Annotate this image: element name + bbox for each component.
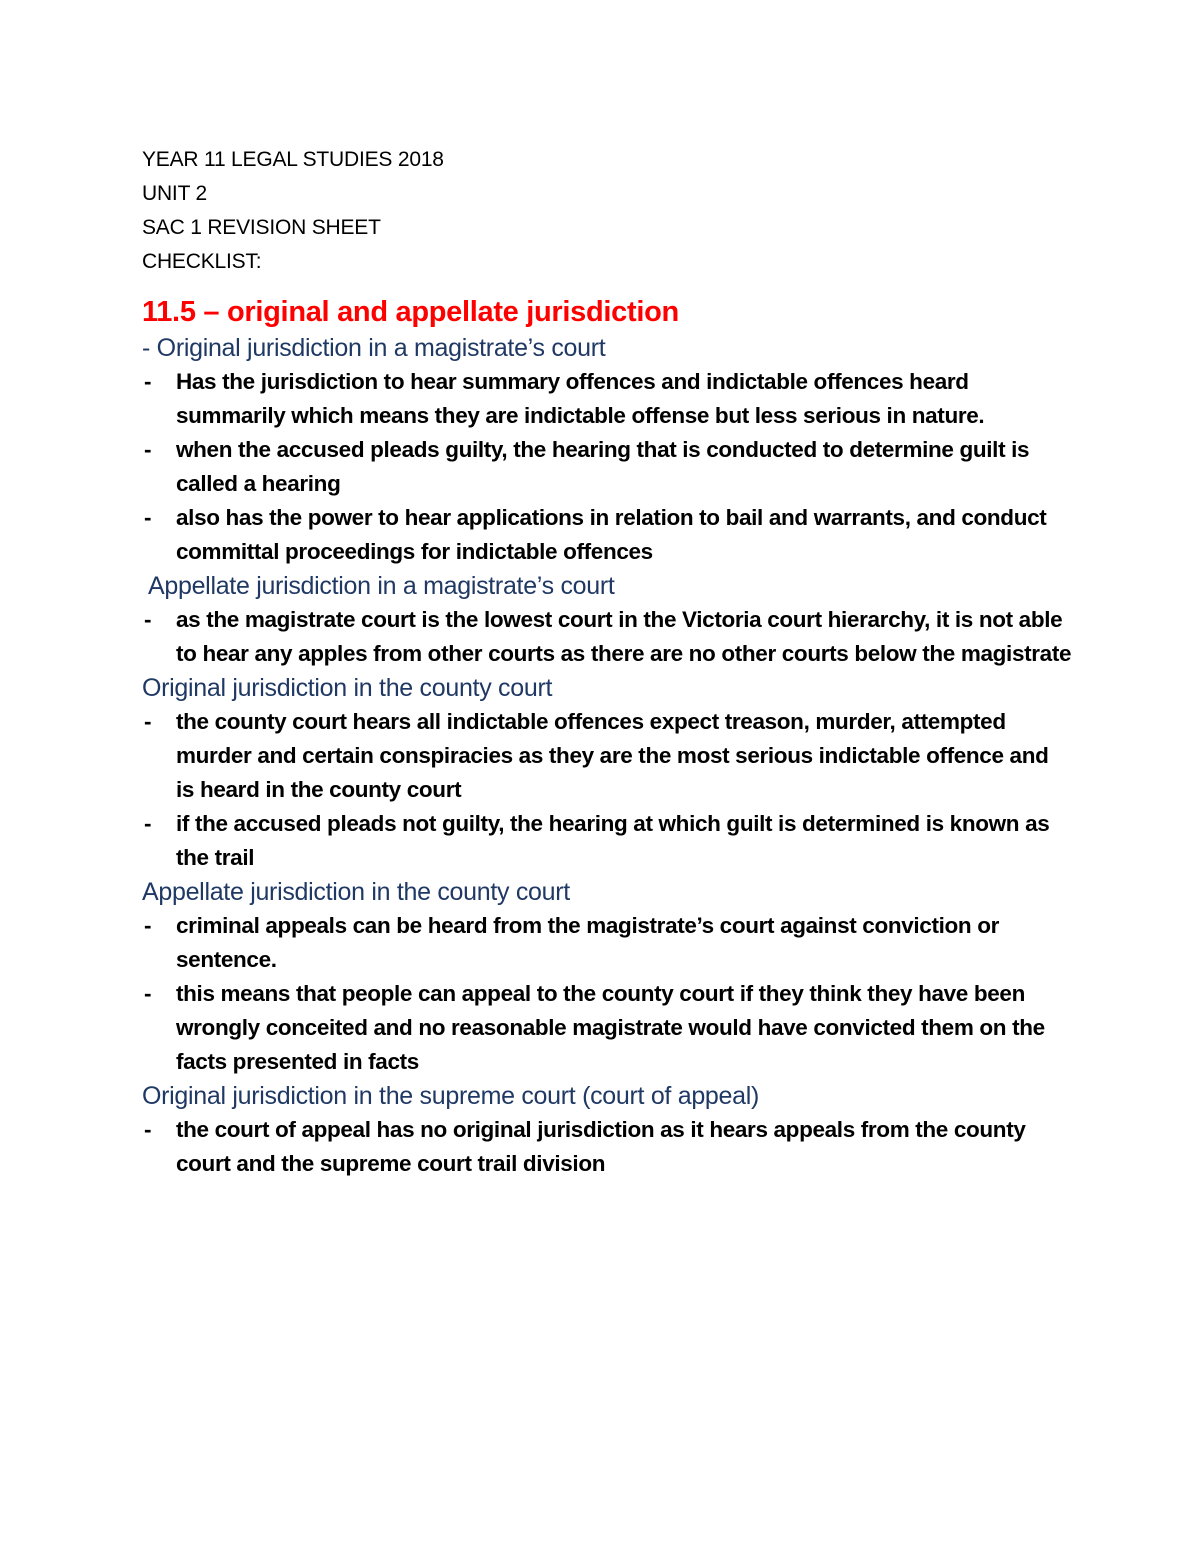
subheading-appellate-county: Appellate jurisdiction in the county court bbox=[142, 878, 570, 906]
bullet-dash: - bbox=[144, 505, 152, 530]
bullet-dash: - bbox=[144, 369, 152, 394]
bullet-text: if the accused pleads not guilty, the hearing at which guilt is determined is known as the trail bbox=[176, 811, 1050, 870]
bullet-dash: - bbox=[144, 981, 152, 1006]
header-year-line: YEAR 11 LEGAL STUDIES 2018 bbox=[142, 148, 444, 171]
bullet-dash: - bbox=[144, 1117, 152, 1142]
bullet-dash: - bbox=[144, 437, 152, 462]
bullet-text: also has the power to hear applications in relation to bail and warrants, and conduct committal proceedings for indictable offences bbox=[176, 505, 1047, 564]
bullet-list bbox=[142, 909, 1072, 1079]
bullet-list bbox=[142, 603, 1072, 671]
bullet-text: when the accused pleads guilty, the hearing that is conducted to determine guilt is called a hearing bbox=[176, 437, 1030, 496]
header-unit-line: UNIT 2 bbox=[142, 182, 207, 205]
bullet-item bbox=[142, 433, 1072, 501]
subheading-original-county: Original jurisdiction in the county court bbox=[142, 674, 553, 702]
bullet-list bbox=[142, 1113, 1072, 1181]
bullet-item bbox=[142, 501, 1072, 569]
bullet-dash: - bbox=[144, 607, 152, 632]
bullet-text: as the magistrate court is the lowest court in the Victoria court hierarchy, it is not able to hear any apples from other courts as there are no other courts below the magistrate bbox=[176, 607, 1072, 666]
bullet-list bbox=[142, 365, 1072, 569]
bullet-text: Has the jurisdiction to hear summary offences and indictable offences heard summarily which means they are indictable offense but less serious in nature. bbox=[176, 369, 985, 428]
header-checklist-line: CHECKLIST: bbox=[142, 250, 262, 273]
subheading-original-magistrate: - Original jurisdiction in a magistrate’s court bbox=[142, 334, 606, 362]
subheading-appellate-magistrate: Appellate jurisdiction in a magistrate’s court bbox=[148, 572, 615, 600]
bullet-item bbox=[142, 909, 1072, 977]
bullet-text: the county court hears all indictable offences expect treason, murder, attempted murder and certain conspiracies as they are the most serious indictable offence and is heard in the county court bbox=[176, 709, 1049, 802]
bullet-item bbox=[142, 1113, 1072, 1181]
bullet-dash: - bbox=[144, 709, 152, 734]
bullet-text: the court of appeal has no original jurisdiction as it hears appeals from the county court and the supreme court trail division bbox=[176, 1117, 1026, 1176]
bullet-item bbox=[142, 977, 1072, 1079]
bullet-dash: - bbox=[144, 913, 152, 938]
bullet-item bbox=[142, 365, 1072, 433]
bullet-list bbox=[142, 705, 1072, 875]
document-header bbox=[142, 143, 1072, 279]
header-sac-line: SAC 1 REVISION SHEET bbox=[142, 216, 381, 239]
bullet-text: criminal appeals can be heard from the magistrate’s court against conviction or sentence. bbox=[176, 913, 1000, 972]
bullet-dash: - bbox=[144, 811, 152, 836]
document-page bbox=[142, 143, 1072, 1181]
bullet-text: this means that people can appeal to the county court if they think they have been wrongly conceited and no reasonable magistrate would have convicted them on the facts presented in facts bbox=[176, 981, 1045, 1074]
section-title: 11.5 – original and appellate jurisdiction bbox=[142, 296, 679, 328]
bullet-item bbox=[142, 603, 1072, 671]
bullet-item bbox=[142, 705, 1072, 807]
bullet-item bbox=[142, 807, 1072, 875]
subheading-original-supreme: Original jurisdiction in the supreme court (court of appeal) bbox=[142, 1082, 760, 1110]
